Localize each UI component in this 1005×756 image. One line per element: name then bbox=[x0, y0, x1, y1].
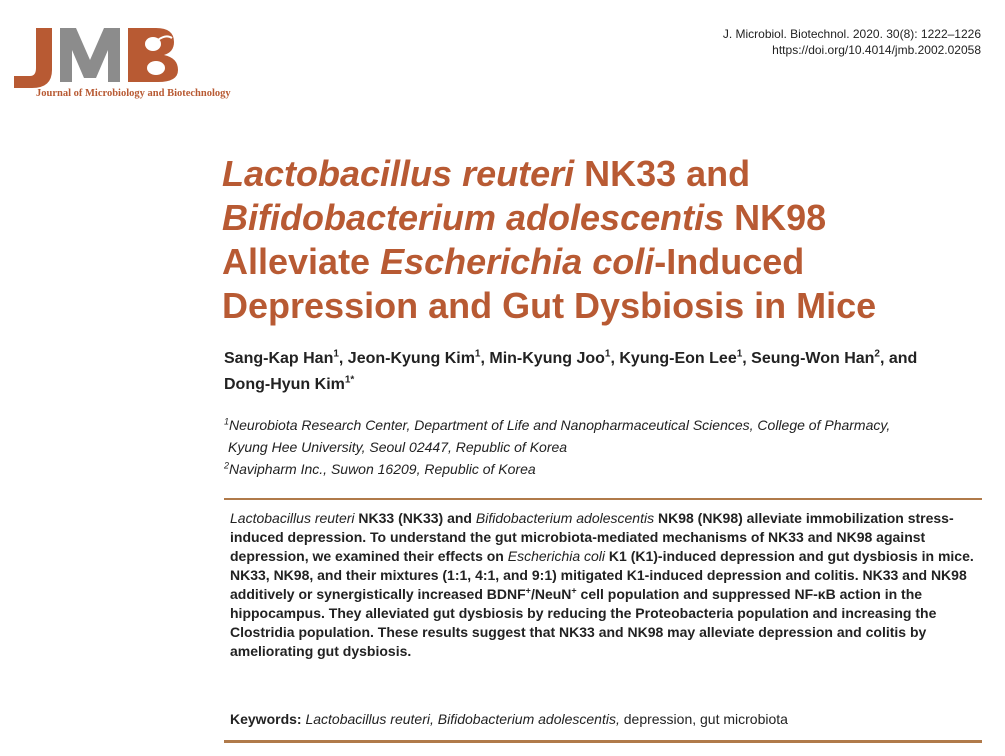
title-line-2: Bifidobacterium adolescentis NK98 bbox=[222, 197, 827, 238]
author-list bbox=[224, 346, 984, 398]
doi-link[interactable]: https://doi.org/10.4014/jmb.2002.02058 bbox=[772, 43, 981, 57]
affiliation-1: $^1$Neurobiota Research Center, Department of Life and Nanopharmaceutical Sciences, College of Pharmacy, bbox=[224, 416, 891, 433]
journal-name: Journal of Microbiology and Biotechnology bbox=[36, 88, 231, 99]
jmb-logo-mark bbox=[8, 20, 248, 90]
keywords-rest: depression, gut microbiota bbox=[619, 711, 788, 727]
affiliation-1-continued: Kyung Hee University, Seoul 02447, Republic of Korea bbox=[228, 439, 568, 455]
keywords-label: Keywords: bbox=[230, 711, 302, 727]
keywords-italic: Lactobacillus reuteri, Bifidobacterium adolescentis, bbox=[301, 711, 620, 727]
author: Sang-Kap Han$^1$, bbox=[224, 348, 348, 367]
affiliation-2: $^2$Navipharm Inc., Suwon 16209, Republic of Korea bbox=[224, 460, 536, 477]
abstract: Lactobacillus reuteri NK33 (NK33) and Bifidobacterium adolescentis NK98 (NK98) alleviate immobilization stress-induced depression. To understand the gut microbiota-mediated mechanisms of NK33 and NK98 against depression, we examined their effects on Escherichia coli K1 (K1)-induced depression and gut dysbiosis in mice. NK33, NK98, and their mixtures (1:1, 4:1, and 9:1) mitigated K1-induced depression and colitis. NK33 and NK98 additively or synergistically increased BDNF+/NeuN+ cell population and suppressed NF-κB action in the hippocampus. They alleviated gut dysbiosis by reducing the Proteobacteria population and increasing the Clostridia population. These results suggest that NK33 and NK98 may alleviate depression and colitis by ameliorating gut dysbiosis. bbox=[230, 510, 974, 659]
author: Jeon-Kyung Kim$^1$, bbox=[347, 348, 490, 367]
journal-logo bbox=[8, 20, 248, 102]
author: Seung-Won Han$^2$, and bbox=[751, 348, 918, 367]
title-line-4: Depression and Gut Dysbiosis in Mice bbox=[222, 285, 877, 326]
keywords bbox=[230, 710, 978, 729]
article-title bbox=[222, 152, 982, 328]
affiliations bbox=[224, 414, 984, 480]
citation-block bbox=[723, 26, 981, 58]
abstract-bottom-rule bbox=[224, 740, 982, 743]
author: Min-Kyung Joo$^1$, bbox=[489, 348, 620, 367]
title-line-1: Lactobacillus reuteri NK33 and bbox=[222, 153, 751, 194]
author: Dong-Hyun Kim$^{1*}$ bbox=[224, 374, 355, 393]
title-line-3: Alleviate Escherichia coli-Induced bbox=[222, 241, 805, 282]
author: Kyung-Eon Lee$^1$, bbox=[619, 348, 752, 367]
citation-line: J. Microbiol. Biotechnol. 2020. 30(8): 1222–1226 bbox=[722, 27, 981, 41]
abstract-top-rule bbox=[224, 498, 982, 500]
